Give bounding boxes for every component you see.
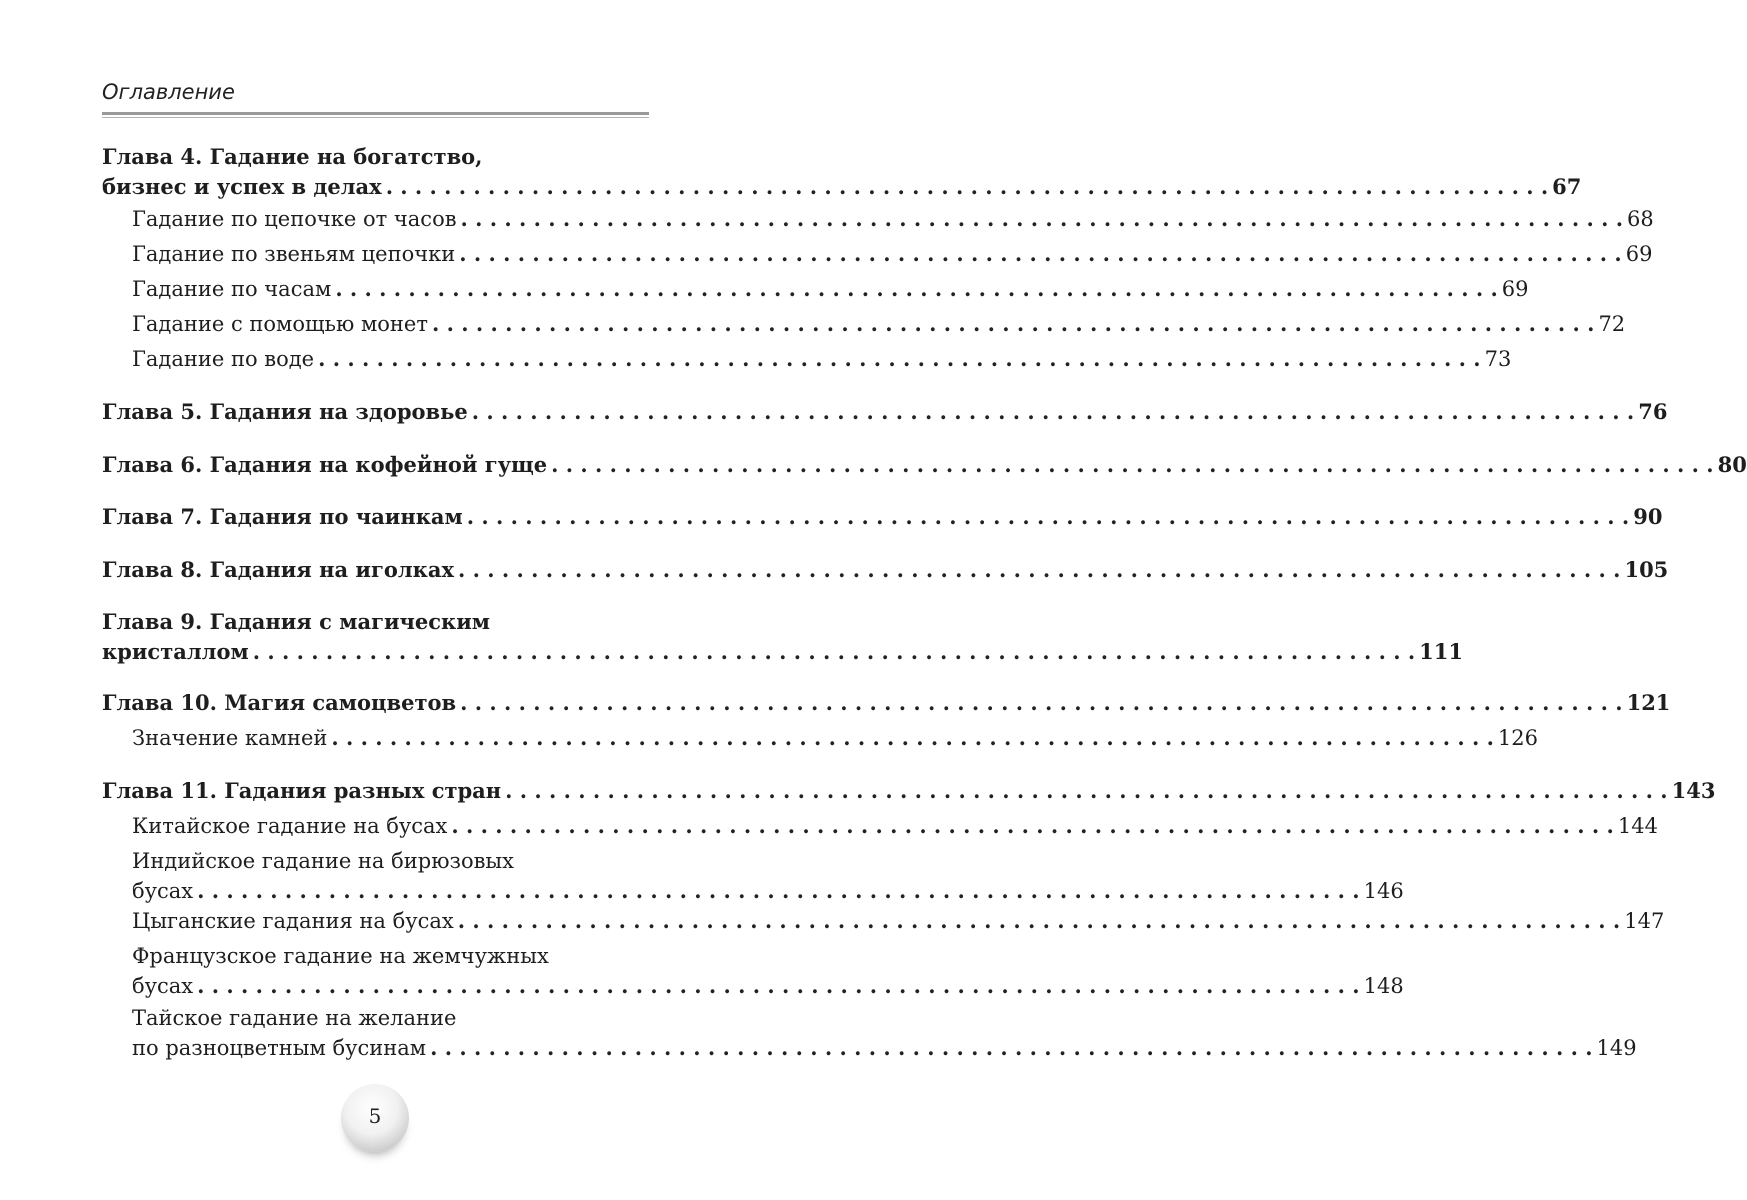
dot-leader: . . . . . . . . . . . . . . . . . . . . . . . . . . . . . . . . . . . . . . . . . . . . . . . . . . . . . . . . . . . . . . . . . . . . . . . . . . . . . . . . (331, 725, 1494, 750)
toc-entry-chapter-9[interactable] (102, 607, 1464, 667)
dot-leader: . . . . . . . . . . . . . . . . . . . . . . . . . . . . . . . . . . . . . . . . . . . . . . . . . . . . . . . . . . . . . . . . . . . . . . . . . . . . . . . . (197, 878, 1360, 903)
toc-page-number: 72 (1598, 312, 1626, 336)
toc-entry-title-cont: бусах (132, 974, 194, 998)
toc-entry-title: Гадание по часам (132, 277, 332, 301)
toc-entry-title-cont: бизнес и успех в делах (102, 174, 382, 199)
toc-page-number: 148 (1363, 974, 1404, 998)
toc-entry-chapter-8[interactable] (102, 555, 1669, 585)
toc-entry-chapter-6[interactable] (102, 450, 1747, 480)
toc-page-number: 69 (1625, 242, 1653, 266)
toc-entry-section[interactable] (132, 274, 1529, 304)
dot-leader: . . . . . . . . . . . . . . . . . . . . . . . . . . . . . . . . . . . . . . . . . . . . . . . . . . . . . . . . . . . . . . . . . . . . . . . . . . . . . . . . (385, 174, 1549, 199)
dot-leader: . . . . . . . . . . . . . . . . . . . . . . . . . . . . . . . . . . . . . . . . . . . . . . . . . . . . . . . . . . . . . . . . . . . . . . . . . . . . . . . . (457, 908, 1621, 933)
toc-entry-section[interactable] (132, 1003, 1637, 1063)
toc-entry-title: Гадание с помощью монет (132, 312, 428, 336)
toc-page-number: 73 (1484, 347, 1512, 371)
toc-entry-chapter-4[interactable] (102, 142, 1582, 202)
toc-entry-section[interactable] (132, 906, 1665, 936)
toc-entry-title: Французское гадание на жемчужных (132, 944, 549, 968)
toc-page-number: 121 (1626, 690, 1671, 715)
dot-leader: . . . . . . . . . . . . . . . . . . . . . . . . . . . . . . . . . . . . . . . . . . . . . . . . . . . . . . . . . . . . . . . . . . . . . . . . . . . . . . . . (431, 311, 1595, 336)
toc-page-number: 149 (1596, 1036, 1637, 1060)
toc-entry-title: Глава 5. Гадания на здоровье (102, 399, 468, 424)
dot-leader: . . . . . . . . . . . . . . . . . . . . . . . . . . . . . . . . . . . . . . . . . . . . . . . . . . . . . . . . . . . . . . . . . . . . . . . . . . . . . . . . (197, 973, 1360, 998)
toc-page-number: 69 (1501, 277, 1529, 301)
toc-entry-section[interactable] (132, 811, 1658, 841)
toc-entry-title: Глава 4. Гадание на богатство, (102, 144, 483, 169)
toc-entry-chapter-11[interactable] (102, 776, 1716, 806)
dot-leader: . . . . . . . . . . . . . . . . . . . . . . . . . . . . . . . . . . . . . . . . . . . . . . . . . . . . . . . . . . . . . . . . . . . . . . . . . . . . . . . . (457, 557, 1621, 582)
toc-entry-section[interactable] (132, 204, 1654, 234)
dot-leader: . . . . . . . . . . . . . . . . . . . . . . . . . . . . . . . . . . . . . . . . . . . . . . . . . . . . . . . . . . . . . . . . . . . . . . . . . . . . . . . . (505, 778, 1668, 803)
toc-page-number: 111 (1419, 639, 1464, 664)
toc-entry-title: Гадание по цепочке от часов (132, 207, 457, 231)
page-number-badge (341, 1084, 409, 1152)
toc-entry-title: Гадание по воде (132, 347, 315, 371)
toc-page-number: 126 (1497, 726, 1538, 750)
header-rule (102, 112, 649, 115)
toc-entry-chapter-10[interactable] (102, 688, 1671, 718)
dot-leader: . . . . . . . . . . . . . . . . . . . . . . . . . . . . . . . . . . . . . . . . . . . . . . . . . . . . . . . . . . . . . . . . . . . . . . . . . . . . . . . . (252, 639, 1416, 664)
toc-entry-title: Значение камней (132, 726, 328, 750)
toc-entry-title-cont: бусах (132, 879, 194, 903)
toc-entry-title: Глава 11. Гадания разных стран (102, 778, 502, 803)
toc-entry-title: Глава 6. Гадания на кофейной гуще (102, 452, 548, 477)
dot-leader: . . . . . . . . . . . . . . . . . . . . . . . . . . . . . . . . . . . . . . . . . . . . . . . . . . . . . . . . . . . . . . . . . . . . . . . . . . . . . . . . (466, 504, 1630, 529)
toc-entry-title: Глава 8. Гадания на иголках (102, 557, 454, 582)
toc-entry-title: Тайское гадание на желание (132, 1006, 457, 1030)
toc-entry-section[interactable] (132, 239, 1653, 269)
toc-entry-section[interactable] (132, 723, 1538, 753)
toc-entry-title-cont: по разноцветным бусинам (132, 1036, 427, 1060)
dot-leader: . . . . . . . . . . . . . . . . . . . . . . . . . . . . . . . . . . . . . . . . . . . . . . . . . . . . . . . . . . . . . . . . . . . . . . . . . . . . . . . . (459, 241, 1622, 266)
dot-leader: . . . . . . . . . . . . . . . . . . . . . . . . . . . . . . . . . . . . . . . . . . . . . . . . . . . . . . . . . . . . . . . . . . . . . . . . . . . . . . . . (318, 346, 1481, 371)
toc-page-number: 67 (1552, 174, 1582, 199)
toc-page-number: 80 (1717, 452, 1747, 477)
dot-leader: . . . . . . . . . . . . . . . . . . . . . . . . . . . . . . . . . . . . . . . . . . . . . . . . . . . . . . . . . . . . . . . . . . . . . . . . . . . . . . . . (430, 1035, 1593, 1060)
toc-entry-chapter-7[interactable] (102, 502, 1663, 532)
dot-leader: . . . . . . . . . . . . . . . . . . . . . . . . . . . . . . . . . . . . . . . . . . . . . . . . . . . . . . . . . . . . . . . . . . . . . . . . . . . . . . . . (335, 276, 1498, 301)
toc-page-number: 68 (1627, 207, 1654, 231)
toc-page-number: 144 (1617, 814, 1658, 838)
page-header-title: Оглавление (102, 80, 235, 104)
toc-entry-section[interactable] (132, 344, 1512, 374)
header-rule-thin (102, 117, 649, 118)
toc-entry-title: Глава 10. Магия самоцветов (102, 690, 457, 715)
toc-entry-title: Глава 7. Гадания по чаинкам (102, 504, 463, 529)
dot-leader: . . . . . . . . . . . . . . . . . . . . . . . . . . . . . . . . . . . . . . . . . . . . . . . . . . . . . . . . . . . . . . . . . . . . . . . . . . . . . . . . (551, 452, 1714, 477)
toc-entry-title: Индийское гадание на бирюзовых (132, 849, 514, 873)
dot-leader: . . . . . . . . . . . . . . . . . . . . . . . . . . . . . . . . . . . . . . . . . . . . . . . . . . . . . . . . . . . . . . . . . . . . . . . . . . . . . . . . (460, 690, 1623, 715)
toc-entry-title: Цыганские гадания на бусах (132, 909, 454, 933)
toc-entry-title: Гадание по звеньям цепочки (132, 242, 456, 266)
toc-page-number: 143 (1671, 778, 1716, 803)
toc-page-number: 146 (1363, 879, 1404, 903)
toc-entry-chapter-5[interactable] (102, 397, 1668, 427)
toc-entry-section[interactable] (132, 846, 1404, 906)
toc-page-number: 147 (1624, 909, 1665, 933)
dot-leader: . . . . . . . . . . . . . . . . . . . . . . . . . . . . . . . . . . . . . . . . . . . . . . . . . . . . . . . . . . . . . . . . . . . . . . . . . . . . . . . . (460, 206, 1624, 231)
page-number: 5 (368, 1104, 382, 1128)
toc-page-number: 105 (1624, 557, 1669, 582)
toc-entry-title: Глава 9. Гадания с магическим (102, 609, 491, 634)
dot-leader: . . . . . . . . . . . . . . . . . . . . . . . . . . . . . . . . . . . . . . . . . . . . . . . . . . . . . . . . . . . . . . . . . . . . . . . . . . . . . . . . (451, 813, 1614, 838)
toc-entry-title-cont: кристаллом (102, 639, 249, 664)
toc-entry-title: Китайское гадание на бусах (132, 814, 448, 838)
dot-leader: . . . . . . . . . . . . . . . . . . . . . . . . . . . . . . . . . . . . . . . . . . . . . . . . . . . . . . . . . . . . . . . . . . . . . . . . . . . . . . . . (471, 399, 1635, 424)
toc-page-number: 90 (1633, 504, 1663, 529)
toc-entry-section[interactable] (132, 941, 1404, 1001)
toc-page-number: 76 (1638, 399, 1668, 424)
toc-entry-section[interactable] (132, 309, 1626, 339)
